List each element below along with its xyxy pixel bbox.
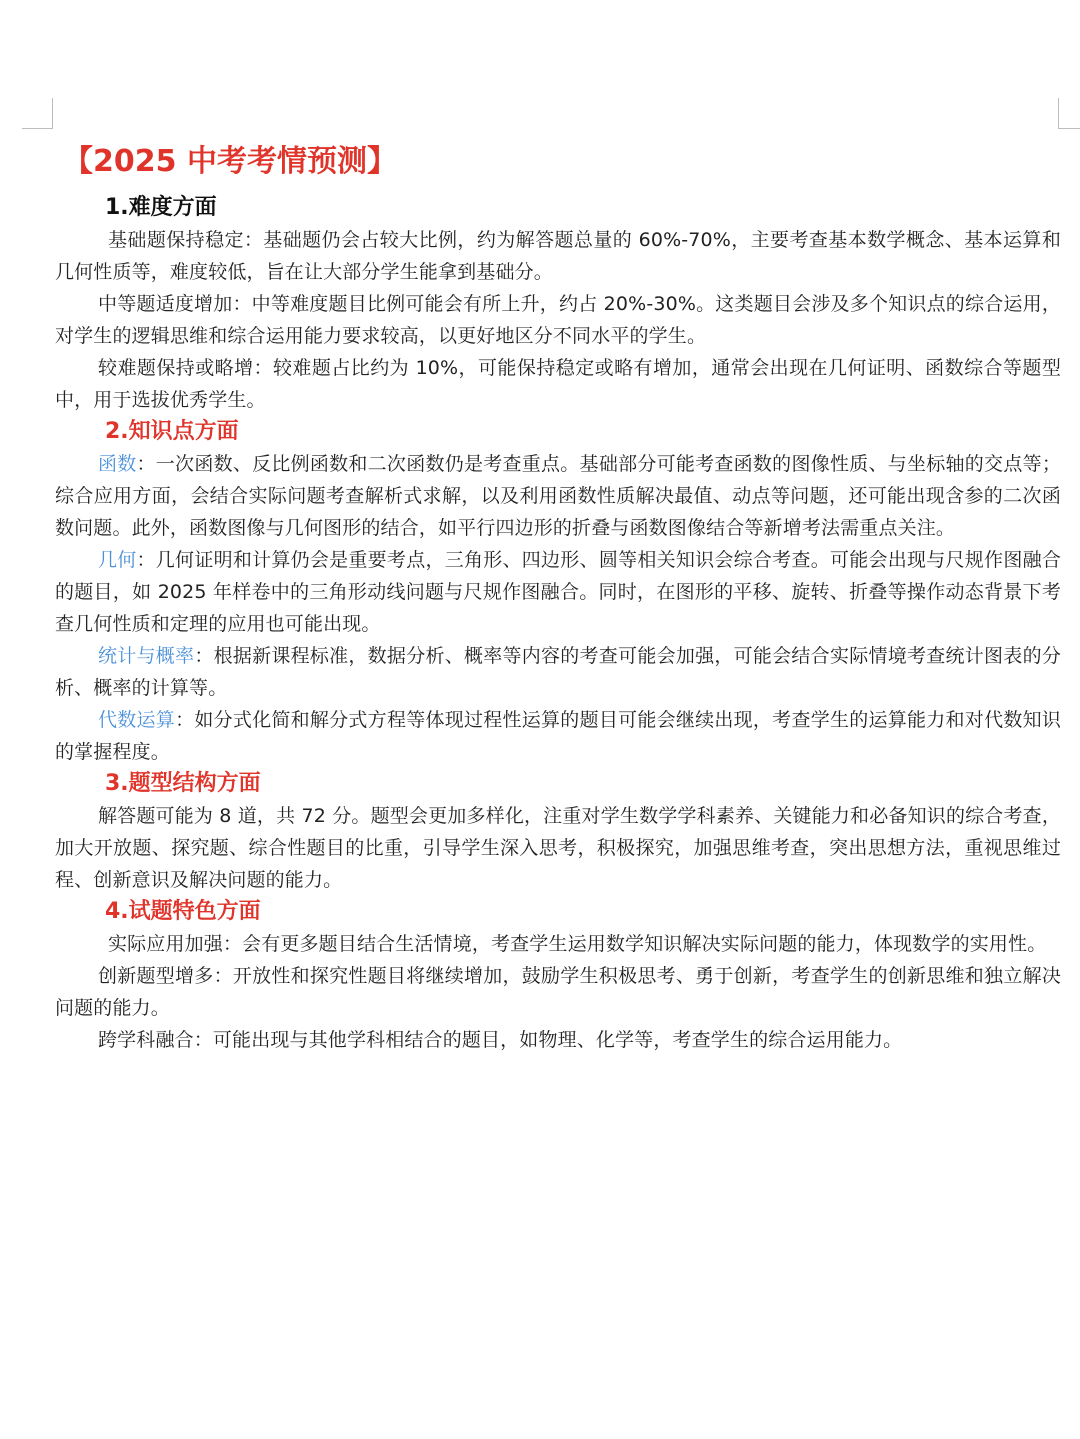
paragraph: 解答题可能为 8 道，共 72 分。题型会更加多样化，注重对学生数学学科素养、关键能力和必备知识的综合考查，加大开放题、探究题、综合性题目的比重，引导学生深入思考，积极探究，加强思维考查，突出思想方法，重视思维过程、创新意识及解决问题的能力。 [55,805,1061,891]
paragraph: 创新题型增多：开放性和探究性题目将继续增加，鼓励学生积极思考、勇于创新，考查学生的创新思维和独立解决问题的能力。 [55,965,1061,1019]
paragraph [55,448,1061,544]
paragraph-text: ：根据新课程标准，数据分析、概率等内容的考查可能会加强，可能会结合实际情境考查统计图表的分析、概率的计算等。 [55,645,1061,699]
paragraph-text: ：一次函数、反比例函数和二次函数仍是考查重点。基础部分可能考查函数的图像性质、与坐标轴的交点等；综合应用方面，会结合实际问题考查解析式求解，以及利用函数性质解决最值、动点等问题，还可能出现含参的二次函数问题。此外，函数图像与几何图形的结合，如平行四边形的折叠与函数图像结合等新增考法需重点关注。 [55,453,1061,539]
paragraph [55,640,1061,704]
topic-label-algebra: 代数运算 [98,709,176,731]
topic-label-function: 函数 [98,453,137,475]
page-corner-mark-right [1058,98,1080,129]
paragraph [55,544,1061,640]
document-title: 【2025 中考考情预测】 [63,144,397,179]
section-heading-knowledge: 2.知识点方面 [105,419,239,444]
paragraph-text: ：几何证明和计算仍会是重要考点，三角形、四边形、圆等相关知识会综合考查。可能会出现与尺规作图融合的题目，如 2025 年样卷中的三角形动线问题与尺规作图融合。同时，在图形的平移、旋转、折叠等操作动态背景下考查几何性质和定理的应用也可能出现。 [55,549,1061,635]
section-heading-structure: 3.题型结构方面 [105,771,261,796]
page-corner-mark-left [22,98,53,129]
paragraph: 基础题保持稳定：基础题仍会占较大比例，约为解答题总量的 60%-70%，主要考查基本数学概念、基本运算和几何性质等，难度较低，旨在让大部分学生能拿到基础分。 [55,229,1061,283]
paragraph: 中等题适度增加：中等难度题目比例可能会有所上升，约占 20%-30%。这类题目会涉及多个知识点的综合运用，对学生的逻辑思维和综合运用能力要求较高，以更好地区分不同水平的学生。 [55,293,1061,347]
paragraph: 实际应用加强：会有更多题目结合生活情境，考查学生运用数学知识解决实际问题的能力，体现数学的实用性。 [108,933,1047,955]
document-body [55,140,1061,1056]
paragraph [55,704,1061,768]
topic-label-geometry: 几何 [98,549,137,571]
section-heading-difficulty: 1.难度方面 [105,195,217,220]
section-heading-features: 4.试题特色方面 [105,899,261,924]
topic-label-statistics: 统计与概率 [98,645,195,667]
paragraph-text: ：如分式化简和解分式方程等体现过程性运算的题目可能会继续出现，考查学生的运算能力和对代数知识的掌握程度。 [55,709,1062,763]
paragraph: 跨学科融合：可能出现与其他学科相结合的题目，如物理、化学等，考查学生的综合运用能力。 [98,1029,903,1051]
paragraph: 较难题保持或略增：较难题占比约为 10%，可能保持稳定或略有增加，通常会出现在几何证明、函数综合等题型中，用于选拔优秀学生。 [55,357,1061,411]
